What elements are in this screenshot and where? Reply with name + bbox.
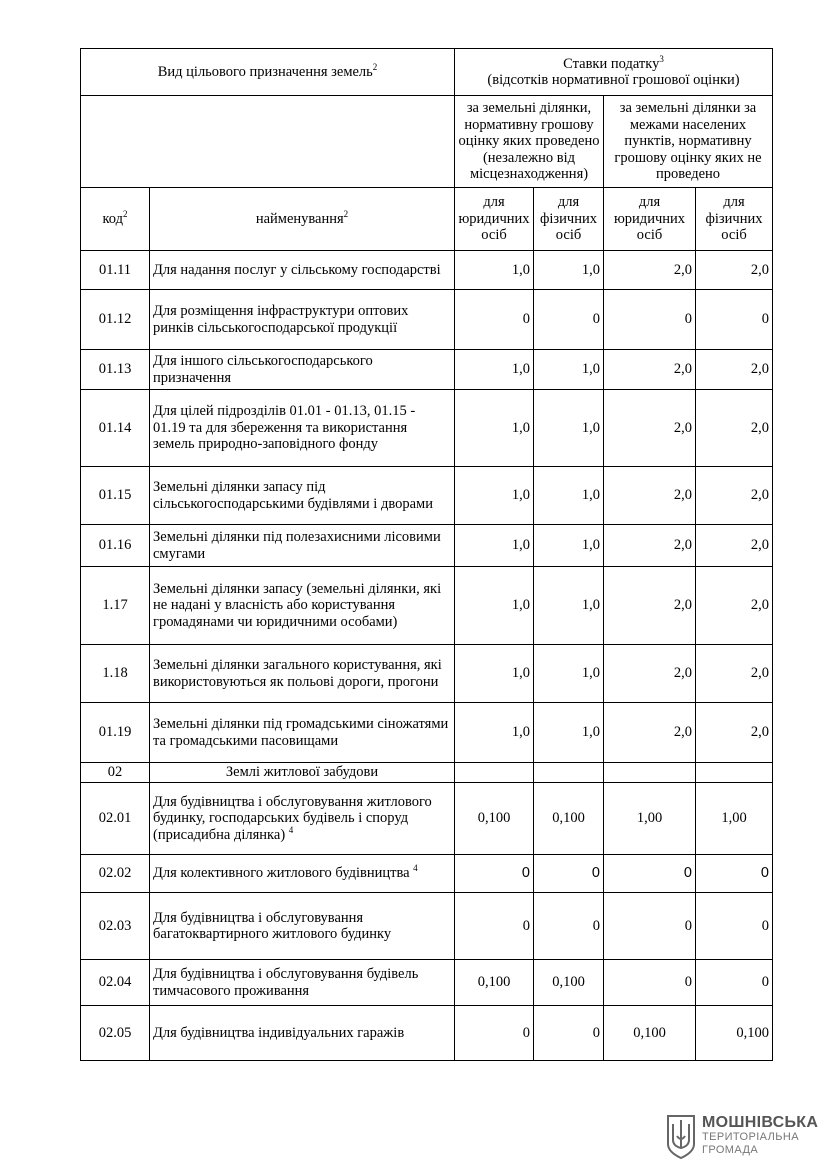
code-column-header: код$^2$ bbox=[81, 188, 150, 251]
rate-legal-unassessed: 2,0 bbox=[604, 350, 696, 390]
rate-legal-assessed: 1,0 bbox=[455, 390, 534, 467]
rate-legal-assessed: 1,0 bbox=[455, 350, 534, 390]
rate-legal-unassessed: 2,0 bbox=[604, 703, 696, 763]
row-code: 01.12 bbox=[81, 290, 150, 350]
trident-emblem-icon bbox=[666, 1114, 696, 1160]
row-name: Для розміщення інфраструктури оптових ринків сільськогосподарської продукції bbox=[150, 290, 455, 350]
rate-individual-assessed: 1,0 bbox=[534, 251, 604, 290]
row-name: Земельні ділянки запасу (земельні ділянки, які не надані у власність або користування громадянами чи юридичними особами) bbox=[150, 567, 455, 645]
rate-legal-unassessed: 0,100 bbox=[604, 1006, 696, 1061]
rate-individual-assessed: 1,0 bbox=[534, 525, 604, 567]
rate-individual-assessed: 0 bbox=[534, 855, 604, 893]
rate-individual-assessed: 0 bbox=[534, 893, 604, 960]
legal-entities-header: для юридичних осіб bbox=[455, 188, 534, 251]
land-type-header: Вид цільового призначення земель$^2$ bbox=[81, 49, 455, 96]
section-name: Землі житлової забудови bbox=[150, 763, 455, 783]
table-row bbox=[81, 855, 773, 893]
row-code: 02.01 bbox=[81, 783, 150, 855]
rate-individual-assessed: 1,0 bbox=[534, 350, 604, 390]
table-row bbox=[81, 525, 773, 567]
row-code: 01.13 bbox=[81, 350, 150, 390]
rate-individual-unassessed: 0 bbox=[696, 290, 773, 350]
table-row bbox=[81, 467, 773, 525]
individuals-header: для фізичних осіб bbox=[696, 188, 773, 251]
rate-individual-assessed: 0 bbox=[534, 1006, 604, 1061]
rate-legal-unassessed: 1,00 bbox=[604, 783, 696, 855]
row-code: 01.14 bbox=[81, 390, 150, 467]
table-row bbox=[81, 645, 773, 703]
table-row bbox=[81, 350, 773, 390]
row-code: 1.17 bbox=[81, 567, 150, 645]
rate-individual-unassessed: 0 bbox=[696, 855, 773, 893]
rate-legal-unassessed: 2,0 bbox=[604, 645, 696, 703]
row-name: Земельні ділянки загального користування, які використовуються як польові дороги, прогони bbox=[150, 645, 455, 703]
rate-legal-unassessed: 0 bbox=[604, 855, 696, 893]
community-logo bbox=[666, 1114, 819, 1162]
individuals-header: для фізичних осіб bbox=[534, 188, 604, 251]
legal-entities-header: для юридичних осіб bbox=[604, 188, 696, 251]
rate-individual-assessed: 1,0 bbox=[534, 390, 604, 467]
logo-title: МОШНІВСЬКА bbox=[702, 1114, 819, 1131]
empty-cell bbox=[455, 763, 534, 783]
rate-individual-unassessed: 2,0 bbox=[696, 525, 773, 567]
rate-individual-unassessed: 2,0 bbox=[696, 703, 773, 763]
row-code: 02.02 bbox=[81, 855, 150, 893]
row-code: 02.04 bbox=[81, 960, 150, 1006]
rate-legal-unassessed: 2,0 bbox=[604, 567, 696, 645]
name-column-header: найменування$^2$ bbox=[150, 188, 455, 251]
rate-legal-unassessed: 2,0 bbox=[604, 390, 696, 467]
logo-text bbox=[702, 1114, 818, 1156]
rate-individual-assessed: 1,0 bbox=[534, 567, 604, 645]
rate-individual-unassessed: 2,0 bbox=[696, 350, 773, 390]
row-name: Для надання послуг у сільському господарстві bbox=[150, 251, 455, 290]
rate-individual-assessed: 0,100 bbox=[534, 783, 604, 855]
tax-rates-header: Ставки податку$^3$ (відсотків нормативної грошової оцінки) bbox=[455, 49, 773, 96]
rate-individual-unassessed: 2,0 bbox=[696, 467, 773, 525]
row-name: Земельні ділянки під полезахисними лісовими смугами bbox=[150, 525, 455, 567]
row-name: Земельні ділянки запасу під сільськогосподарськими будівлями і дворами bbox=[150, 467, 455, 525]
rate-legal-assessed: 0 bbox=[455, 893, 534, 960]
row-code: 02.05 bbox=[81, 1006, 150, 1061]
rate-individual-unassessed: 2,0 bbox=[696, 390, 773, 467]
rate-legal-unassessed: 0 bbox=[604, 893, 696, 960]
section-row bbox=[81, 763, 773, 783]
row-code: 01.11 bbox=[81, 251, 150, 290]
row-name: Для будівництва і обслуговування будівель тимчасового проживання bbox=[150, 960, 455, 1006]
rate-legal-unassessed: 2,0 bbox=[604, 525, 696, 567]
row-name: Для будівництва і обслуговування житлового будинку, господарських будівель і споруд (присадибна ділянка) $^4$ bbox=[150, 783, 455, 855]
table-row bbox=[81, 1006, 773, 1061]
row-name: Для будівництва індивідуальних гаражів bbox=[150, 1006, 455, 1061]
rate-legal-assessed: 1,0 bbox=[455, 645, 534, 703]
row-name: Для будівництва і обслуговування багатоквартирного житлового будинку bbox=[150, 893, 455, 960]
logo-subtitle: ТЕРИТОРІАЛЬНА bbox=[702, 1131, 799, 1143]
table-row bbox=[81, 251, 773, 290]
rate-individual-unassessed: 2,0 bbox=[696, 645, 773, 703]
rate-legal-assessed: 0 bbox=[455, 1006, 534, 1061]
rate-individual-assessed: 0 bbox=[534, 290, 604, 350]
table-row bbox=[81, 703, 773, 763]
rate-individual-unassessed: 0 bbox=[696, 960, 773, 1006]
rate-individual-assessed: 1,0 bbox=[534, 467, 604, 525]
rate-legal-unassessed: 0 bbox=[604, 290, 696, 350]
rate-legal-assessed: 1,0 bbox=[455, 467, 534, 525]
rate-individual-assessed: 1,0 bbox=[534, 703, 604, 763]
assessed-plots-header: за земельні ділянки, нормативну грошову оцінку яких проведено (незалежно від місцезнаходження) bbox=[455, 96, 604, 188]
rate-individual-unassessed: 2,0 bbox=[696, 251, 773, 290]
empty-cell bbox=[534, 763, 604, 783]
row-name: Для цілей підрозділів 01.01 - 01.13, 01.15 - 01.19 та для збереження та використання земель природно-заповідного фонду bbox=[150, 390, 455, 467]
rate-legal-assessed: 1,0 bbox=[455, 567, 534, 645]
row-code: 02.03 bbox=[81, 893, 150, 960]
rate-legal-assessed: 0,100 bbox=[455, 960, 534, 1006]
rate-individual-unassessed: 2,0 bbox=[696, 567, 773, 645]
empty-cell bbox=[604, 763, 696, 783]
rate-individual-unassessed: 1,00 bbox=[696, 783, 773, 855]
rate-individual-unassessed: 0,100 bbox=[696, 1006, 773, 1061]
row-name: Земельні ділянки під громадськими сіножатями та громадськими пасовищами bbox=[150, 703, 455, 763]
row-code: 01.19 bbox=[81, 703, 150, 763]
rate-legal-assessed: 0 bbox=[455, 855, 534, 893]
table-row bbox=[81, 290, 773, 350]
rate-legal-assessed: 1,0 bbox=[455, 525, 534, 567]
empty-header-cell bbox=[81, 96, 455, 188]
table-row bbox=[81, 893, 773, 960]
rate-individual-assessed: 1,0 bbox=[534, 645, 604, 703]
logo-subtitle: ГРОМАДА bbox=[702, 1144, 759, 1156]
rate-legal-unassessed: 0 bbox=[604, 960, 696, 1006]
rate-individual-unassessed: 0 bbox=[696, 893, 773, 960]
rate-legal-unassessed: 2,0 bbox=[604, 251, 696, 290]
row-code: 01.15 bbox=[81, 467, 150, 525]
empty-cell bbox=[696, 763, 773, 783]
unassessed-plots-header: за земельні ділянки за межами населених пунктів, нормативну грошову оцінку яких не проведено bbox=[604, 96, 773, 188]
row-name: Для іншого сільськогосподарського призначення bbox=[150, 350, 455, 390]
table-row bbox=[81, 567, 773, 645]
row-code: 01.16 bbox=[81, 525, 150, 567]
table-row bbox=[81, 390, 773, 467]
rate-legal-assessed: 0 bbox=[455, 290, 534, 350]
rate-legal-assessed: 1,0 bbox=[455, 703, 534, 763]
land-tax-rates-table bbox=[80, 48, 773, 1061]
rate-legal-unassessed: 2,0 bbox=[604, 467, 696, 525]
table-row bbox=[81, 960, 773, 1006]
rate-legal-assessed: 1,0 bbox=[455, 251, 534, 290]
rate-individual-assessed: 0,100 bbox=[534, 960, 604, 1006]
section-code: 02 bbox=[81, 763, 150, 783]
table-row bbox=[81, 783, 773, 855]
rate-legal-assessed: 0,100 bbox=[455, 783, 534, 855]
row-name: Для колективного житлового будівництва $^4$ bbox=[150, 855, 455, 893]
row-code: 1.18 bbox=[81, 645, 150, 703]
